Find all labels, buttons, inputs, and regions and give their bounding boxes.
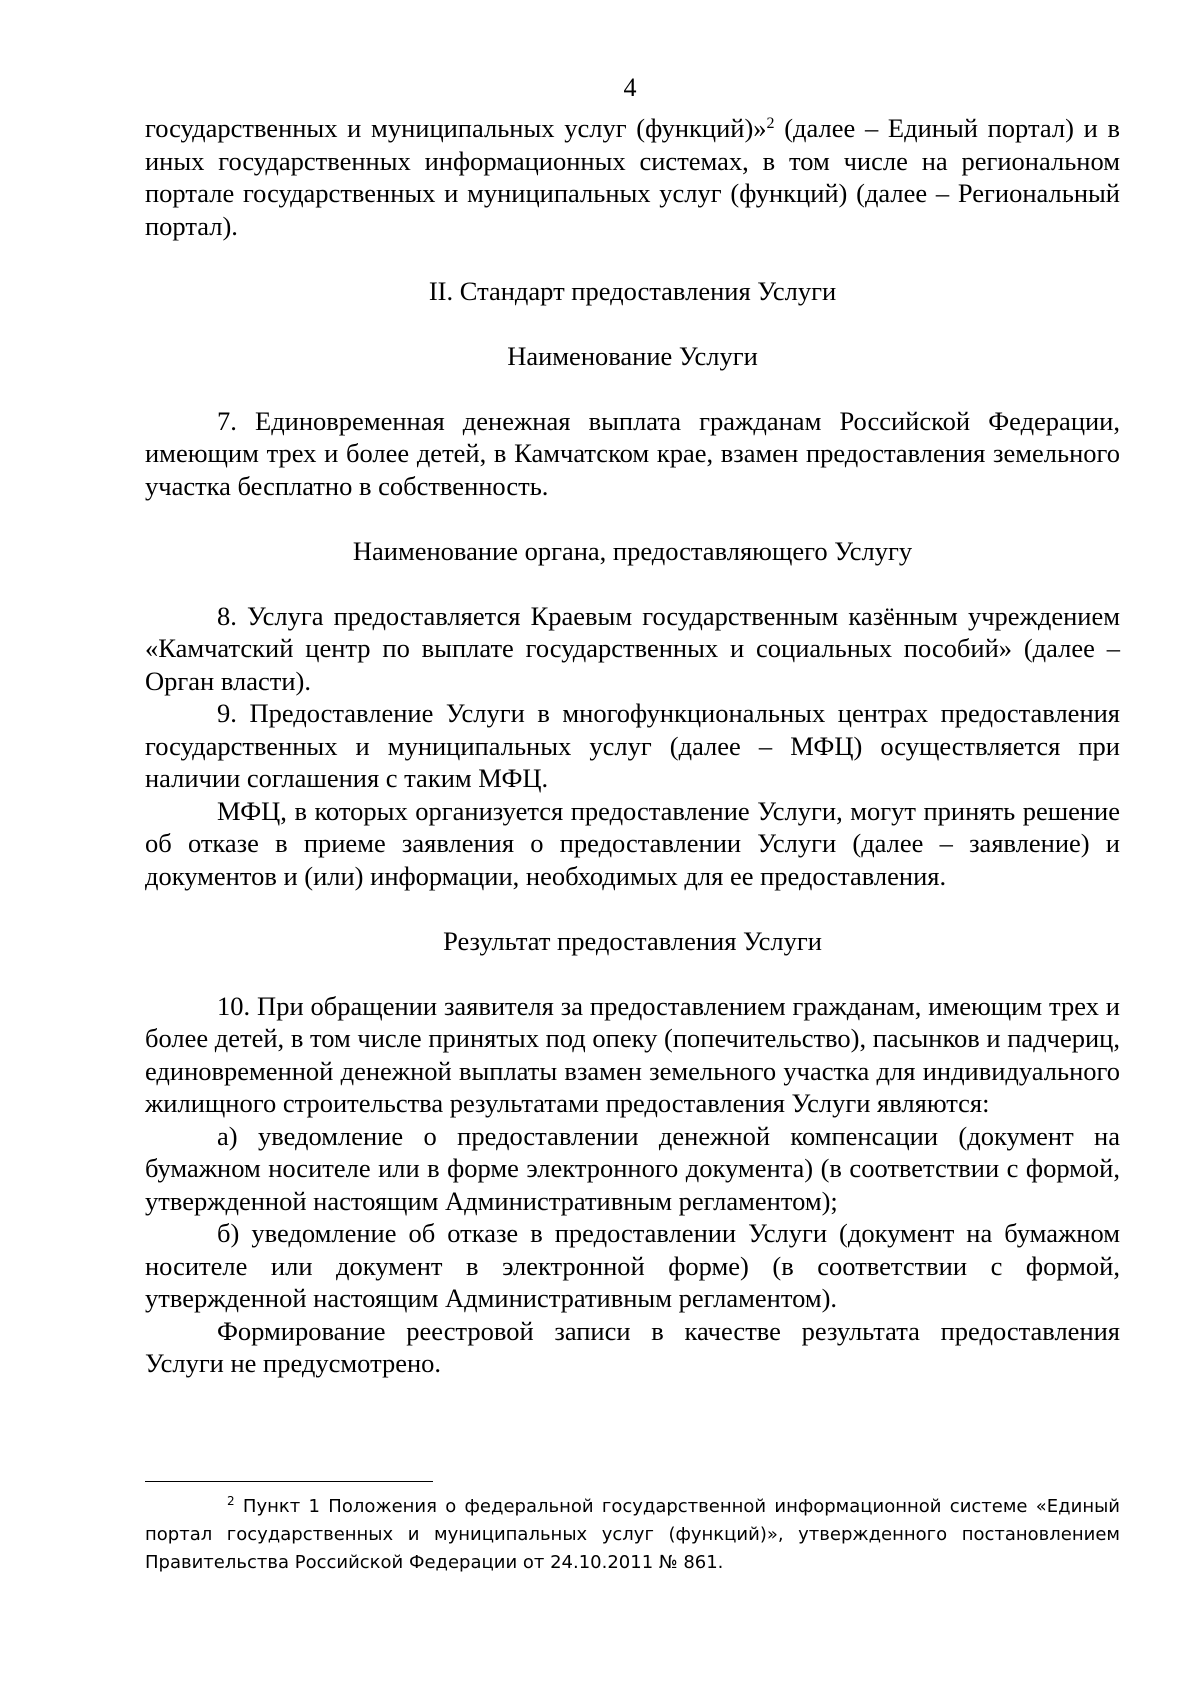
footnote-separator	[145, 1481, 433, 1482]
paragraph-intro	[145, 112, 1120, 242]
footnote-text: Пункт 1 Положения о федеральной государственной информационной системе «Единый портал государственных и муниципальных услуг (функций)», утвержденного постановлением Правительства Российской Федерации от 24.10.2011 № 861.	[145, 1496, 1120, 1573]
subheading-service-name: Наименование Услуги	[507, 340, 758, 371]
paragraph-7: 7. Единовременная денежная выплата гражданам Российской Федерации, имеющим трех и более детей, в Камчатском крае, взамен предоставления земельного участка бесплатно в собственность.	[145, 405, 1120, 501]
page-number: 4	[623, 73, 637, 102]
section-heading: II. Стандарт предоставления Услуги	[428, 275, 837, 306]
paragraph-9: 9. Предоставление Услуги в многофункциональных центрах предоставления государственных и муниципальных услуг (далее – МФЦ) осуществляется при наличии соглашения с таким МФЦ.	[145, 698, 1120, 793]
paragraph-8: 8. Услуга предоставляется Краевым государственным казённым учреждением «Камчатский центр по выплате государственных и социальных пособий» (далее – Орган власти).	[145, 600, 1120, 696]
paragraph-9-mfc: МФЦ, в которых организуется предоставление Услуги, могут принять решение об отказе в приеме заявления о предоставлении Услуги (далее – заявление) и документов и (или) информации, необходимых для ее предоставления.	[145, 795, 1120, 891]
footnote-reference: 2	[766, 115, 775, 132]
footnote	[145, 1493, 1120, 1577]
subheading-result: Результат предоставления Услуги	[443, 925, 822, 956]
paragraph-intro-end: (далее – Единый портал) и в иных государственных информационных системах, в том числе на региональном портале государственных и муниципальных услуг (функций) (далее – Региональный портал).	[145, 113, 1120, 241]
paragraph-10-registry: Формирование реестровой записи в качестве результата предоставления Услуги не предусмотрено.	[145, 1315, 1120, 1378]
document-body	[145, 112, 1120, 1380]
paragraph-intro-start: государственных и муниципальных услуг (функций)»	[145, 113, 767, 143]
paragraph-10-b: б) уведомление об отказе в предоставлении Услуги (документ на бумажном носителе или документ в электронной форме) (в соответствии с формой, утвержденной настоящим Административным регламентом).	[145, 1218, 1120, 1313]
paragraph-10: 10. При обращении заявителя за предоставлением гражданам, имеющим трех и более детей, в том числе принятых под опеку (попечительство), пасынков и падчериц, единовременной денежной выплаты взамен земельного участка для индивидуального жилищного строительства результатами предоставления Услуги являются:	[145, 990, 1120, 1118]
paragraph-10-a: а) уведомление о предоставлении денежной компенсации (документ на бумажном носителе или в форме электронного документа) (в соответствии с формой, утвержденной настоящим Административным регламентом);	[145, 1120, 1120, 1216]
footnote-marker: 2	[227, 1494, 235, 1508]
subheading-providing-organ: Наименование органа, предоставляющего Услугу	[352, 535, 913, 566]
